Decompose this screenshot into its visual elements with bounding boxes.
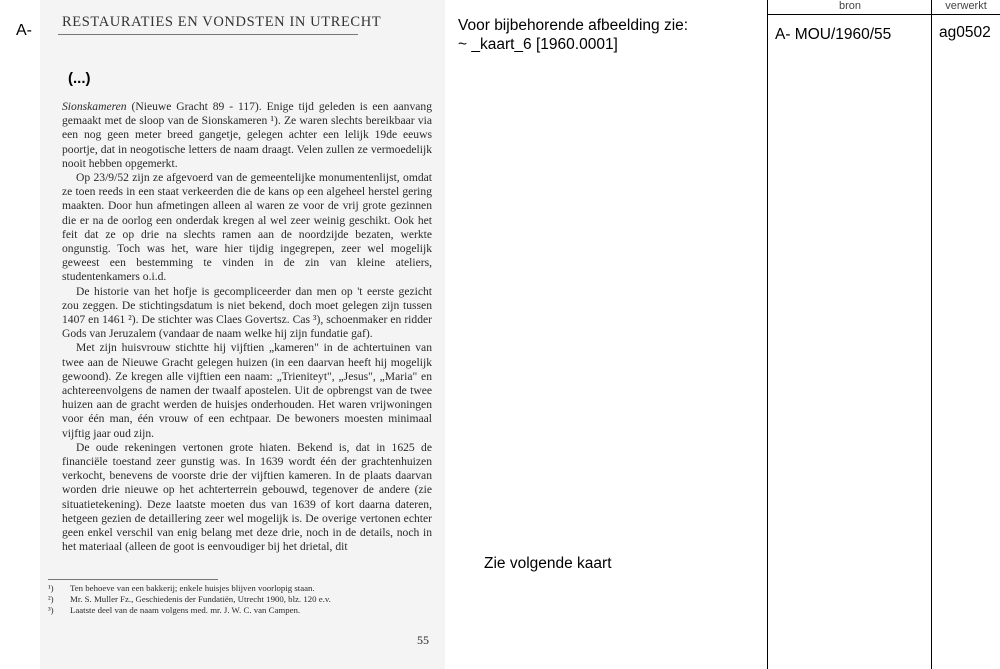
footnote-text: Mr. S. Muller Fz., Geschiedenis der Fundatiën, Utrecht 1900, blz. 120 e.v. — [70, 594, 331, 605]
column-header-bron: bron — [838, 0, 862, 12]
omission-mark: (...) — [68, 70, 91, 87]
article-body — [62, 100, 432, 555]
header-rule — [58, 34, 358, 35]
processed-code: ag0502 — [939, 24, 991, 41]
footnote — [48, 605, 438, 616]
paragraph: Met zijn huisvrouw stichtte hij vijftien „kameren" in de achtertuinen van twee aan de Nieuwe Gracht gelegen huizen (in een daarvan heeft hij mogelijk gewoond). Ze kregen alle vijftien een naam: „Trieniteyt", „Jesus", „Maria" en achtereenvolgens de namen der twaalf apostelen. Uit de opbrengst van de twee huizen aan de gracht werden de huisjes onderhouden. Het waren vrijwoningen voor één man, één vrouw of een echtpaar. De bewoners moesten minimaal vijftig jaar oud zijn. — [62, 341, 432, 440]
reference-label: Voor bijbehorende afbeelding zie: — [458, 17, 689, 34]
paragraph: De historie van het hofje is gecompliceerder dan men op 't eerste gezicht zou zeggen. De stichtingsdatum is niet bekend, doch moet gelegen zijn tussen 1407 en 1461 ²). De stichter was Claes Govertsz. Cas ³), schoenmaker en ridder Gods van Jeruzalem (vandaar de naam welke hij zijn fundatie gaf). — [62, 284, 432, 341]
page-number: 55 — [417, 633, 429, 647]
paragraph: Op 23/9/52 zijn ze afgevoerd van de gemeentelijke monumentenlijst, omdat ze toen reeds in een staat verkeerden die de kans op een algeheel herstel gering maakten. Door hun afmetingen alleen al waren ze voor de vrij grote gezinnen die er na de oorlog een onderdak kregen al wel zeer weinig geschikt. Ook het feit dat ze op drie na slechts ramen aan de noordzijde bezaten, werkte ongunstig. Toch was het, ware hier tijdig ingegrepen, zeer wel mogelijk geweest een bestemming te vinden in de zin van kleine ateliers, studentenkamers o.i.d. — [62, 171, 432, 284]
running-head: RESTAURATIES EN VONDSTEN IN UTRECHT — [62, 14, 382, 30]
source-reference: A- MOU/1960/55 — [775, 26, 892, 43]
table-divider-middle — [931, 0, 932, 669]
document-marker: A- — [16, 22, 32, 39]
footnote-rule — [48, 579, 218, 580]
paragraph — [62, 100, 432, 171]
footnote — [48, 594, 438, 605]
footnote-text: Laatste deel van de naam volgens med. mr. J. W. C. van Campen. — [70, 605, 301, 616]
footnote-number: ¹) — [48, 583, 54, 593]
reference-link: ~ _kaart_6 [1960.0001] — [458, 36, 618, 53]
table-divider-left — [767, 0, 768, 669]
next-map-note: Zie volgende kaart — [484, 555, 612, 572]
paragraph: De oude rekeningen vertonen grote hiaten. Bekend is, dat in 1625 de financiële toestand zeer gunstig was. In 1639 wordt één der grachtenhuizen verkocht, benevens de voorste drie der vijftien kameren. In de plaats daarvan worden drie nieuwe op het achterterrein gebouwd, tegenover de andere (zie situatietekening). Deze laatste moeten dus van 1639 of kort daarna dateren, hetgeen gezien de detaillering zeer wel mogelijk is. De overige vertonen echter geen enkel verschil van enig belang met deze drie, noch in de details, noch in het materiaal (alleen de goot is eenvoudiger bij het drietal, dit — [62, 440, 432, 554]
footnotes — [48, 583, 438, 617]
footnote-text: Ten behoeve van een bakkerij; enkele huisjes blijven voorlopig staan. — [70, 583, 315, 593]
footnote-number: ³) — [48, 605, 54, 616]
footnote-number: ²) — [48, 594, 54, 605]
column-header-verwerkt: verwerkt — [945, 0, 987, 12]
image-reference-note — [458, 16, 758, 54]
paragraph-title: Sionskameren — [62, 100, 127, 113]
footnote — [48, 583, 438, 594]
table-header-rule — [767, 14, 1000, 15]
paragraph-text: (Nieuwe Gracht 89 - 117). Enige tijd geleden is een aanvang gemaakt met de sloop van de Sionskameren ¹). Ze waren slechts bereikbaar via een nog geen meter breed gangetje, gelegen achter een lelijk 19de eeuws poortje, dat in neogotische letters de naam draagt. Velen zullen ze vermoedelijk nooit hebben opgemerkt. — [62, 100, 432, 170]
